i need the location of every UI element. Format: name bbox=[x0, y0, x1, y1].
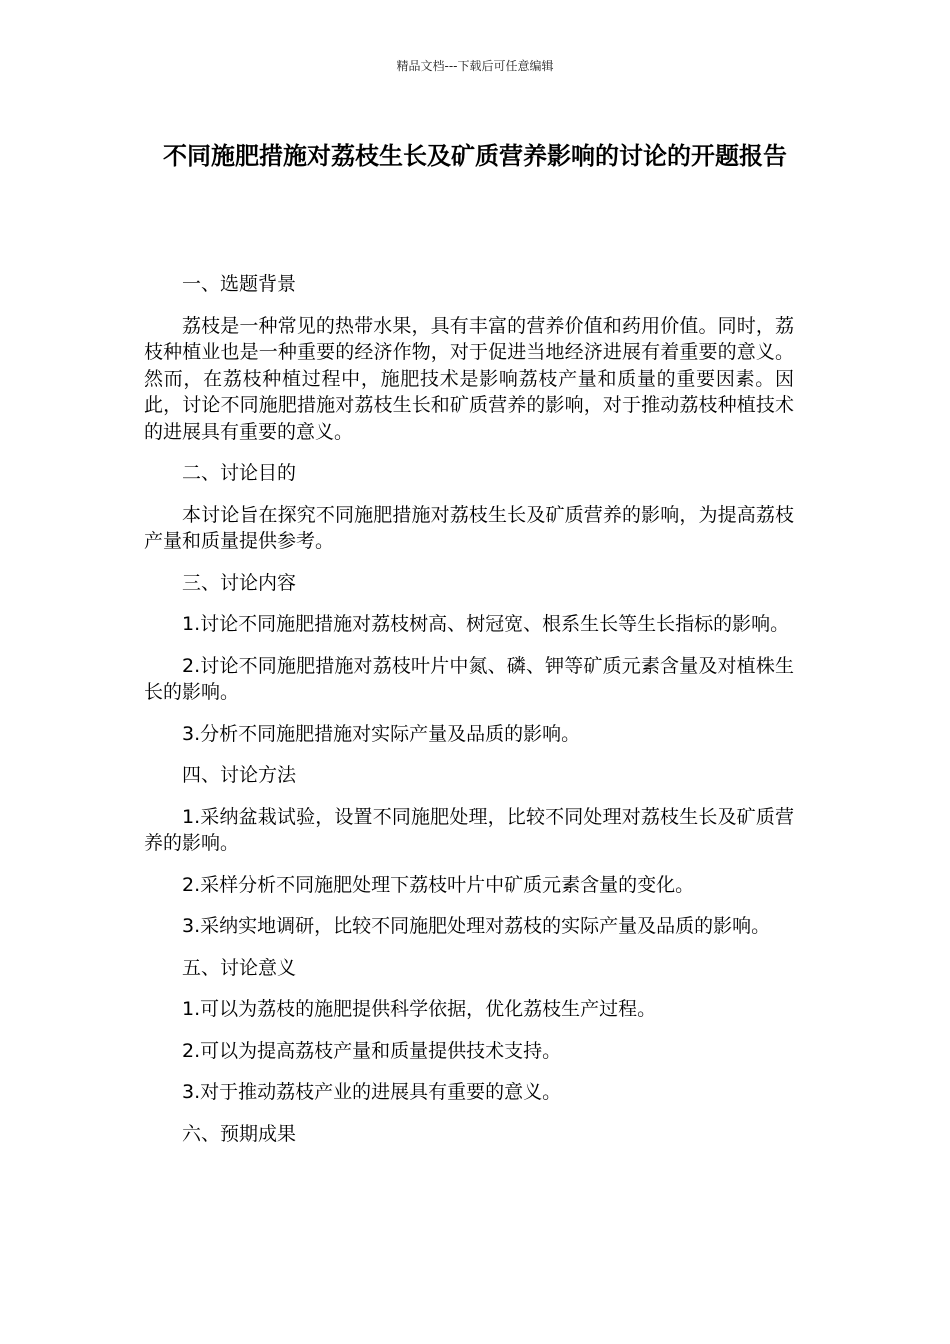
paragraph-methods-1: 1.采纳盆栽试验，设置不同施肥处理，比较不同处理对荔枝生长及矿质营养的影响。 bbox=[144, 805, 794, 854]
paragraph-significance-3: 3.对于推动荔枝产业的进展具有重要的意义。 bbox=[182, 1081, 562, 1103]
section-heading-methods: 四、讨论方法 bbox=[182, 764, 297, 786]
paragraph-content-1: 1.讨论不同施肥措施对荔枝树高、树冠宽、根系生长等生长指标的影响。 bbox=[182, 613, 790, 635]
section-heading-purpose: 二、讨论目的 bbox=[182, 462, 297, 484]
paragraph-background: 荔枝是一种常见的热带水果，具有丰富的营养价值和药用价值。同时，荔枝种植业也是一种重要的经济作物，对于促进当地经济进展有着重要的意义。然而，在荔枝种植过程中，施肥技术是影响荔枝产量和质量的重要因素。因此，讨论不同施肥措施对荔枝生长和矿质营养的影响，对于推动荔枝种植技术的进展具有重要的意义。 bbox=[144, 314, 794, 443]
paragraph-methods-3: 3.采纳实地调研，比较不同施肥处理对荔枝的实际产量及品质的影响。 bbox=[182, 915, 771, 937]
document-title: 不同施肥措施对荔枝生长及矿质营养影响的讨论的开题报告 bbox=[163, 142, 787, 170]
paragraph-content-3: 3.分析不同施肥措施对实际产量及品质的影响。 bbox=[182, 722, 581, 745]
section-heading-background: 一、选题背景 bbox=[182, 273, 297, 295]
document-body bbox=[144, 271, 794, 1162]
section-heading-content: 三、讨论内容 bbox=[182, 571, 297, 594]
section-heading-significance: 五、讨论意义 bbox=[182, 956, 297, 979]
paragraph-methods-2: 2.采样分析不同施肥处理下荔枝叶片中矿质元素含量的变化。 bbox=[182, 873, 695, 896]
header-note: 精品文档---下载后可任意编辑 bbox=[396, 59, 554, 73]
paragraph-purpose: 本讨论旨在探究不同施肥措施对荔枝生长及矿质营养的影响，为提高荔枝产量和质量提供参考。 bbox=[144, 503, 794, 552]
paragraph-content-2: 2.讨论不同施肥措施对荔枝叶片中氮、磷、钾等矿质元素含量及对植株生长的影响。 bbox=[144, 654, 794, 703]
paragraph-significance-2: 2.可以为提高荔枝产量和质量提供技术支持。 bbox=[182, 1039, 562, 1062]
section-heading-expected-results: 六、预期成果 bbox=[182, 1122, 297, 1145]
paragraph-significance-1: 1.可以为荔枝的施肥提供科学依据，优化荔枝生产过程。 bbox=[182, 998, 657, 1020]
